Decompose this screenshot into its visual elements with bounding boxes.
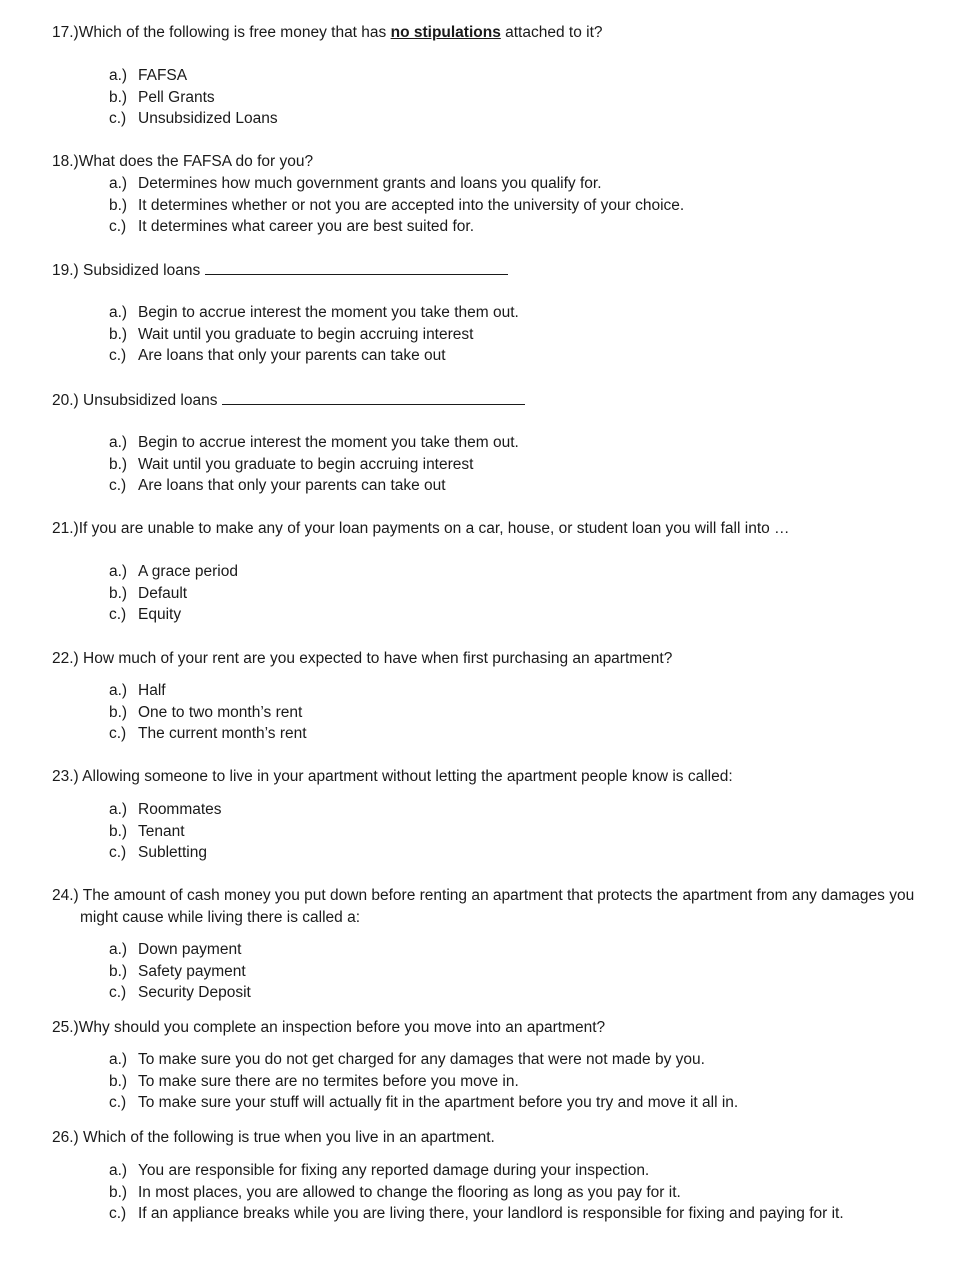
question-number: 20.) — [52, 392, 79, 409]
question-number: 18.) — [52, 153, 79, 170]
option-text: To make sure your stuff will actually fit in the apartment before you try and move it all in. — [138, 1094, 739, 1112]
question-18 — [52, 151, 952, 173]
answer-blank — [205, 259, 508, 275]
question-21 — [52, 518, 952, 540]
options-26 — [109, 1160, 969, 1225]
question-17 — [52, 22, 952, 44]
option-letter: b.) — [109, 703, 128, 721]
option-letter: c.) — [109, 1094, 127, 1112]
option-a — [109, 1049, 969, 1071]
option-letter: c.) — [109, 725, 127, 743]
option-text: Are loans that only your parents can take out — [138, 477, 446, 495]
option-c — [109, 475, 969, 497]
option-a — [109, 432, 969, 454]
question-number: 21.) — [52, 520, 79, 537]
option-letter: a.) — [109, 175, 128, 192]
answer-blank — [222, 389, 525, 405]
option-letter: b.) — [109, 196, 128, 214]
option-b — [109, 821, 969, 843]
question-text: The amount of cash money you put down before renting an apartment that protects the apartment from any damages you — [78, 887, 915, 904]
option-b — [109, 195, 969, 217]
question-20 — [52, 389, 952, 412]
option-a — [109, 939, 969, 961]
option-text: Subletting — [138, 844, 207, 862]
option-letter: a.) — [109, 682, 128, 699]
option-a — [109, 302, 969, 324]
option-letter: a.) — [109, 304, 128, 321]
question-number: 17.) — [52, 24, 79, 41]
option-letter: c.) — [109, 844, 127, 862]
option-c — [109, 108, 969, 130]
option-letter: b.) — [109, 1183, 128, 1201]
question-text: Why should you complete an inspection before you move into an apartment? — [78, 1019, 606, 1036]
options-24 — [109, 939, 969, 1004]
option-text: Tenant — [138, 822, 185, 840]
option-letter: a.) — [109, 1051, 128, 1068]
question-text: How much of your rent are you expected to have when first purchasing an apartment? — [78, 650, 673, 667]
option-a — [109, 561, 969, 583]
option-c — [109, 982, 969, 1004]
option-letter: b.) — [109, 962, 128, 980]
option-b — [109, 583, 969, 605]
option-text: Wait until you graduate to begin accruing interest — [138, 455, 474, 473]
option-c — [109, 345, 969, 367]
question-text-continued: might cause while living there is called a: — [80, 909, 360, 926]
option-text: FAFSA — [138, 67, 188, 84]
option-text: Default — [138, 584, 188, 602]
option-letter: c.) — [109, 984, 127, 1002]
option-b — [109, 1071, 969, 1093]
option-text: Down payment — [138, 941, 242, 958]
option-c — [109, 1203, 969, 1225]
options-20 — [109, 432, 969, 497]
options-25 — [109, 1049, 969, 1114]
option-letter: a.) — [109, 801, 128, 818]
option-c — [109, 723, 969, 745]
options-17 — [109, 65, 969, 130]
option-text: Equity — [138, 606, 182, 624]
question-text: Which of the following is free money that has — [78, 24, 391, 41]
option-text: You are responsible for fixing any reported damage during your inspection. — [138, 1162, 650, 1179]
options-19 — [109, 302, 969, 367]
options-21 — [109, 561, 969, 626]
option-text: A grace period — [138, 563, 238, 580]
option-letter: a.) — [109, 1162, 128, 1179]
question-text: What does the FAFSA do for you? — [78, 153, 314, 170]
question-number: 24.) — [52, 887, 79, 904]
option-b — [109, 324, 969, 346]
question-text: Subsidized loans — [78, 262, 205, 279]
option-a — [109, 173, 969, 195]
question-25 — [52, 1017, 952, 1039]
option-letter: c.) — [109, 606, 127, 624]
option-text: One to two month’s rent — [138, 703, 303, 721]
option-text: To make sure you do not get charged for any damages that were not made by you. — [138, 1051, 705, 1068]
option-text: Begin to accrue interest the moment you take them out. — [138, 434, 519, 451]
question-number: 23.) — [52, 768, 79, 785]
option-text: It determines what career you are best suited for. — [138, 218, 475, 236]
option-b — [109, 1182, 969, 1204]
option-a — [109, 1160, 969, 1182]
option-a — [109, 65, 969, 87]
option-letter: b.) — [109, 325, 128, 343]
options-18 — [109, 173, 969, 238]
options-22 — [109, 680, 969, 745]
option-text: Roommates — [138, 801, 222, 818]
option-letter: c.) — [109, 218, 127, 236]
question-text: If you are unable to make any of your loan payments on a car, house, or student loan you will fall into … — [78, 520, 790, 537]
option-letter: b.) — [109, 88, 128, 106]
option-text: Determines how much government grants and loans you qualify for. — [138, 175, 602, 192]
question-number: 19.) — [52, 262, 79, 279]
option-text: In most places, you are allowed to change the flooring as long as you pay for it. — [138, 1183, 681, 1201]
option-c — [109, 1092, 969, 1114]
question-text: Which of the following is true when you live in an apartment. — [78, 1129, 495, 1146]
option-text: Pell Grants — [138, 88, 215, 106]
option-text: Half — [138, 682, 166, 699]
option-text: Are loans that only your parents can take out — [138, 347, 446, 365]
option-letter: c.) — [109, 347, 127, 365]
option-letter: c.) — [109, 477, 127, 495]
option-b — [109, 87, 969, 109]
option-text: The current month’s rent — [138, 725, 307, 743]
question-24 — [52, 885, 952, 929]
question-22 — [52, 648, 952, 670]
question-text: Unsubsidized loans — [78, 392, 222, 409]
question-26 — [52, 1127, 952, 1149]
option-text: It determines whether or not you are accepted into the university of your choice. — [138, 196, 685, 214]
option-letter: b.) — [109, 584, 128, 602]
question-text-end: attached to it? — [500, 24, 603, 41]
option-letter: b.) — [109, 822, 128, 840]
option-letter: c.) — [109, 110, 127, 128]
options-23 — [109, 799, 969, 864]
option-a — [109, 799, 969, 821]
option-text: Security Deposit — [138, 984, 251, 1002]
question-emphasis: no stipulations — [390, 24, 501, 41]
option-a — [109, 680, 969, 702]
option-text: Wait until you graduate to begin accruing interest — [138, 325, 474, 343]
option-text: Begin to accrue interest the moment you take them out. — [138, 304, 519, 321]
option-letter: b.) — [109, 455, 128, 473]
option-letter: a.) — [109, 941, 128, 958]
option-b — [109, 961, 969, 983]
option-letter: a.) — [109, 434, 128, 451]
question-number: 22.) — [52, 650, 79, 667]
option-letter: a.) — [109, 67, 128, 84]
option-b — [109, 702, 969, 724]
option-text: To make sure there are no termites before you move in. — [138, 1072, 519, 1090]
option-text: Unsubsidized Loans — [138, 110, 278, 128]
question-23 — [52, 766, 952, 788]
option-b — [109, 454, 969, 476]
option-text: If an appliance breaks while you are living there, your landlord is responsible for fixing and paying for it. — [138, 1205, 844, 1223]
option-letter: a.) — [109, 563, 128, 580]
option-letter: c.) — [109, 1205, 127, 1223]
option-text: Safety payment — [138, 962, 246, 980]
option-letter: b.) — [109, 1072, 128, 1090]
question-number: 26.) — [52, 1129, 79, 1146]
question-text: Allowing someone to live in your apartment without letting the apartment people know is called: — [78, 768, 733, 785]
option-c — [109, 842, 969, 864]
option-c — [109, 604, 969, 626]
question-number: 25.) — [52, 1019, 79, 1036]
option-c — [109, 216, 969, 238]
question-19 — [52, 259, 952, 282]
